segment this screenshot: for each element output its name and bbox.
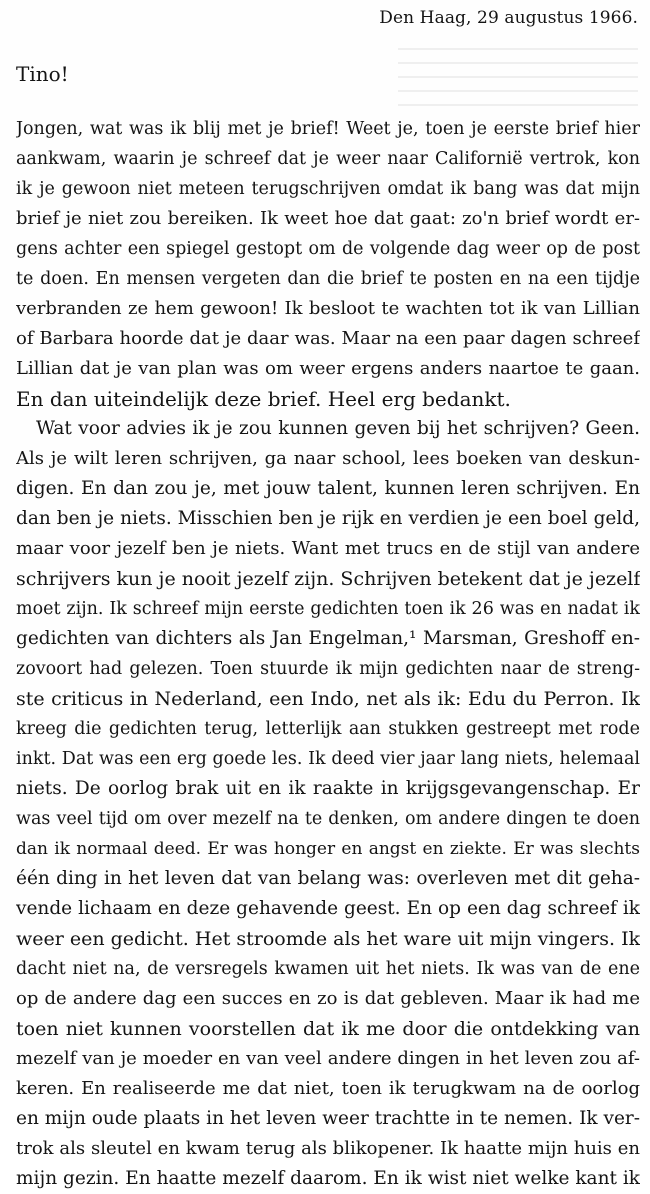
body-line: dacht niet na, de versregels kwamen uit het niets. Ik was van de ene: [16, 959, 640, 979]
body-line: gedichten van dichters als Jan Engelman,¹ Marsman, Greshoff en-: [16, 628, 640, 649]
body-line: En dan uiteindelijk deze brief. Heel erg bedankt.: [16, 387, 511, 411]
body-line: of Barbara hoorde dat je daar was. Maar na een paar dagen schreef: [16, 328, 640, 349]
body-line: mezelf van je moeder en van veel andere dingen in het leven zou af-: [16, 1048, 640, 1069]
body-line: brief je niet zou bereiken. Ik weet hoe dat gaat: zo'n brief wordt er-: [16, 208, 640, 229]
body-line: weer een gedicht. Het stroomde als het ware uit mijn vingers. Ik: [16, 928, 640, 950]
body-line: Als je wilt leren schrijven, ga naar school, lees boeken van deskun-: [16, 448, 640, 469]
body-line: ste criticus in Nederland, een Indo, net als ik: Edu du Perron. Ik: [16, 688, 640, 710]
body-line: kreeg die gedichten terug, letterlijk aan stukken gestreept met rode: [16, 719, 640, 739]
body-line: toen niet kunnen voorstellen dat ik me door die ontdekking van: [16, 1018, 640, 1040]
letter-body: [16, 114, 640, 1194]
body-line: vende lichaam en deze gehavende geest. En op een dag schreef ik: [16, 898, 640, 919]
body-line: zovoort had gelezen. Toen stuurde ik mijn gedichten naar de streng-: [16, 659, 640, 679]
body-line: en mijn oude plaats in het leven weer trachtte in te nemen. Ik ver-: [16, 1108, 640, 1129]
body-line: te doen. En mensen vergeten dan die brief te posten en na een tijdje: [16, 269, 640, 289]
body-line: inkt. Dat was een erg goede les. Ik deed vier jaar lang niets, helemaal: [16, 749, 640, 769]
body-line: moet zijn. Ik schreef mijn eerste gedichten toen ik 26 was en nadat ik: [16, 599, 640, 619]
body-line: trok als sleutel en kwam terug als blikopener. Ik haatte mijn huis en: [16, 1138, 640, 1159]
body-line: één ding in het leven dat van belang was: overleven met dit geha-: [16, 868, 640, 889]
body-line: Wat voor advies ik je zou kunnen geven bij het schrijven? Geen.: [36, 418, 640, 439]
body-line: Lillian dat je van plan was om weer ergens anders naartoe te gaan.: [16, 358, 640, 379]
body-line: schrijvers kun je nooit jezelf zijn. Schrijven betekent dat je jezelf: [16, 568, 640, 590]
letter-date: Den Haag, 29 augustus 1966.: [379, 8, 638, 28]
body-line: op de andere dag een succes en zo is dat gebleven. Maar ik had me: [16, 988, 640, 1009]
letter-salutation: Tino!: [16, 62, 69, 86]
bleed-through-texture: [398, 36, 638, 106]
body-line: gens achter een spiegel gestopt om de volgende dag weer op de post: [16, 239, 640, 259]
body-line: dan ben je niets. Misschien ben je rijk en verdien je een boel geld,: [16, 508, 640, 529]
body-line: Jongen, wat was ik blij met je brief! Weet je, toen je eerste brief hier: [16, 119, 640, 139]
body-line: verbranden ze hem gewoon! Ik besloot te wachten tot ik van Lillian: [16, 298, 640, 319]
body-line: mijn gezin. En haatte mezelf daarom. En ik wist niet welke kant ik: [16, 1168, 640, 1189]
body-line: maar voor jezelf ben je niets. Want met trucs en de stijl van andere: [16, 538, 640, 559]
body-line: niets. De oorlog brak uit en ik raakte in krijgsgevangenschap. Er: [16, 778, 640, 799]
body-line: ik je gewoon niet meteen terugschrijven omdat ik bang was dat mijn: [16, 179, 640, 199]
body-line: digen. En dan zou je, met jouw talent, kunnen leren schrijven. En: [16, 478, 640, 499]
body-line: aankwam, waarin je schreef dat je weer naar Californië vertrok, kon: [16, 149, 640, 169]
body-line: keren. En realiseerde me dat niet, toen ik terugkwam na de oorlog: [16, 1078, 640, 1099]
body-line: dan ik normaal deed. Er was honger en angst en ziekte. Er was slechts: [16, 839, 640, 859]
body-line: was veel tijd om over mezelf na te denken, om andere dingen te doen: [16, 809, 640, 829]
